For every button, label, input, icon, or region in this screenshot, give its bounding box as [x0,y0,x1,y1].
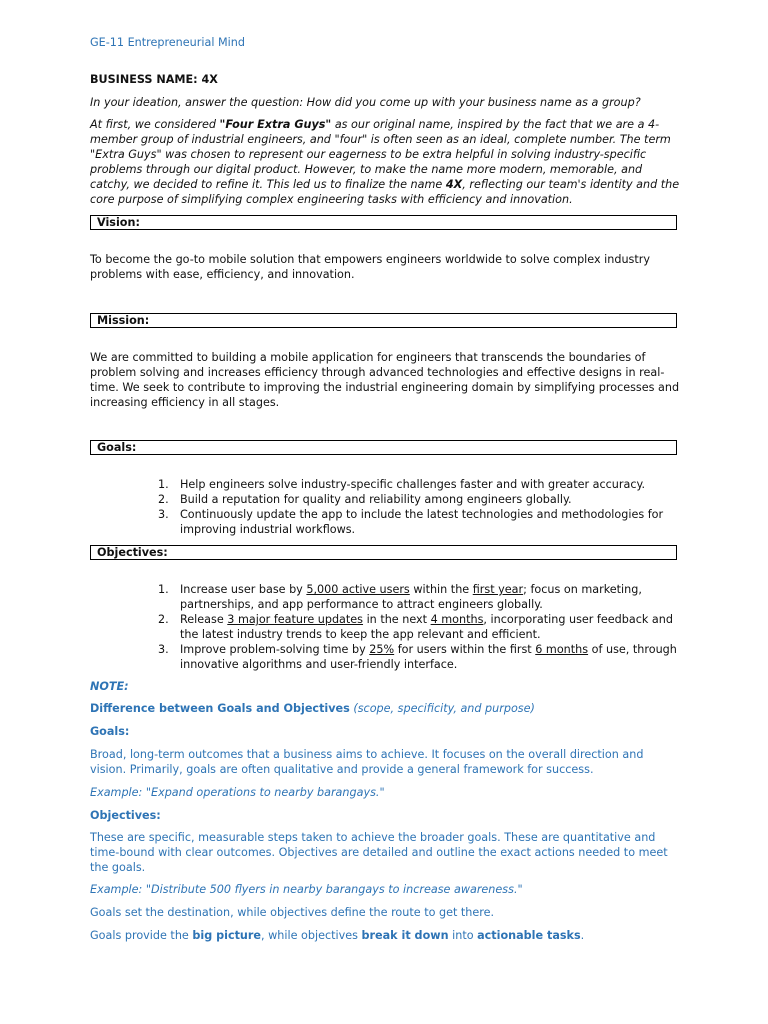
objective-item: 3. Improve problem-solving time by 25% for users within the first 6 months of use, through innovative algorithms and user-friendly interface. [158,643,677,671]
note-objectives-label: Objectives: [90,809,161,822]
note-goals-text: Broad, long-term outcomes that a business aims to achieve. It focuses on the overall direction and vision. Primarily, goals are often qualitative and provide a general framework for success. [90,748,644,776]
business-name-answer: At first, we considered "Four Extra Guys" as our original name, inspired by the fact that we are a 4-member group of industrial engineers, and "four" is often seen as an ideal, complete number. The term "Extra Guys" was chosen to represent our eagerness to be extra helpful in solving industry-specific problems through our digital product. However, to make the name more modern, memorable, and catchy, we decided to refine it. This led us to finalize the name 4X, reflecting our team's identity and the core purpose of simplifying complex engineering tasks with efficiency and innovation. [90,118,680,206]
course-header: GE-11 Entrepreneurial Mind [90,36,245,49]
objective-item: 2. Release 3 major feature updates in the next 4 months, incorporating user feedback and the latest industry trends to keep the app relevant and efficient. [158,613,673,641]
objectives-heading: Objectives: [90,545,677,560]
vision-heading: Vision: [90,215,677,230]
note-goals-label: Goals: [90,725,130,738]
note-label: NOTE: [90,680,129,693]
mission-text: We are committed to building a mobile application for engineers that transcends the boundaries of problem solving and increases efficiency through advanced technologies and effective designs in real-time. We seek to contribute to improving the industrial engineering domain by simplifying processes and increasing efficiency in all stages. [90,351,680,409]
note-summary-2: Goals provide the big picture, while objectives break it down into actionable tasks. [90,929,585,942]
vision-text: To become the go-to mobile solution that empowers engineers worldwide to solve complex industry problems with ease, efficiency, and innovation. [90,253,650,281]
note-objectives-example: Example: "Distribute 500 flyers in nearby barangays to increase awareness." [90,883,523,896]
final-name: 4X [445,178,463,191]
goals-list [158,477,678,537]
goals-heading: Goals: [90,440,677,455]
original-name: "Four Extra Guys" [219,118,332,131]
goal-item: 3. Continuously update the app to include the latest technologies and methodologies for improving industrial workflows. [158,508,664,536]
goal-item: 2. Build a reputation for quality and reliability among engineers globally. [158,493,572,506]
mission-heading: Mission: [90,313,677,328]
objective-item: 1. Increase user base by 5,000 active users within the first year; focus on marketing, partnerships, and app performance to attract engineers globally. [158,583,642,611]
note-goals-example: Example: "Expand operations to nearby barangays." [90,786,385,799]
ideation-question: In your ideation, answer the question: How did you come up with your business name as a group? [90,96,641,109]
note-summary-1: Goals set the destination, while objectives define the route to get there. [90,906,495,919]
note-objectives-text: These are specific, measurable steps taken to achieve the broader goals. These are quantitative and time-bound with clear outcomes. Objectives are detailed and outline the exact actions needed to meet the goals. [90,831,668,874]
goal-item: 1. Help engineers solve industry-specific challenges faster and with greater accuracy. [158,478,646,491]
difference-title: Difference between Goals and Objectives (scope, specificity, and purpose) [90,702,535,715]
business-name: BUSINESS NAME: 4X [90,73,218,86]
objectives-list [158,582,678,672]
